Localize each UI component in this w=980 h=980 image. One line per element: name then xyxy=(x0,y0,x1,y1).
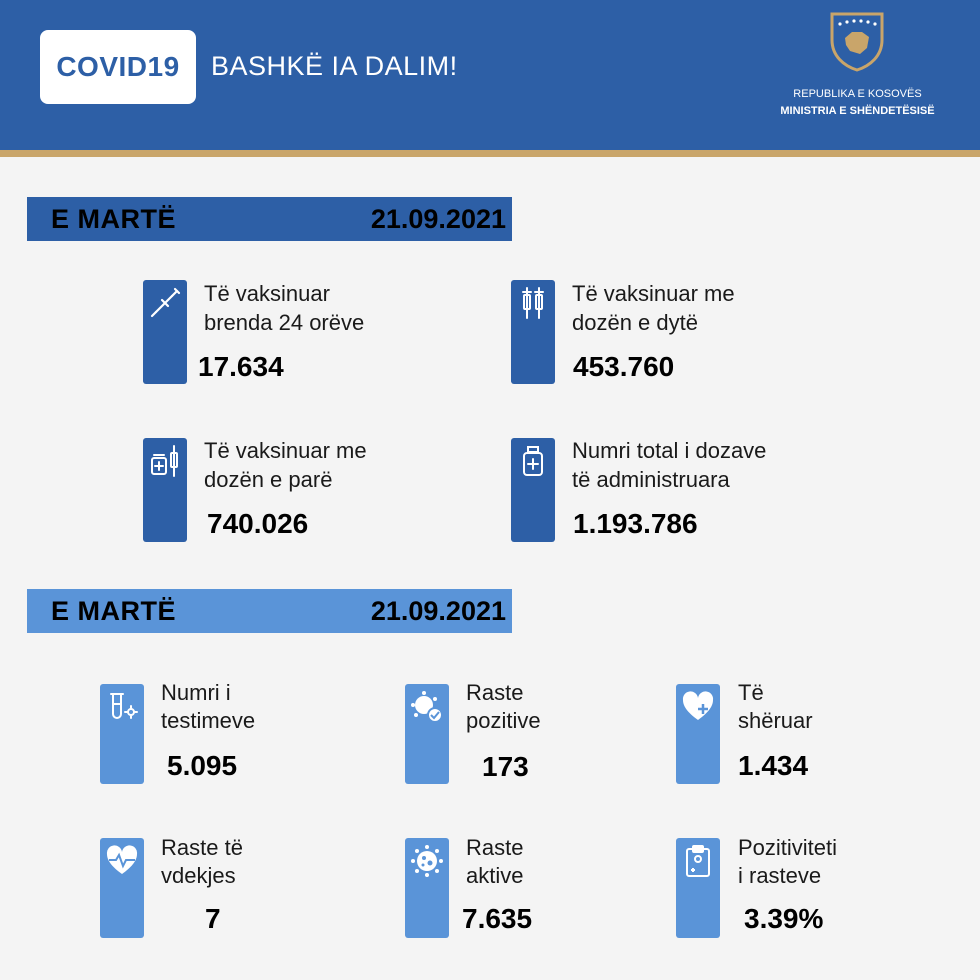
vaccine-bottle-icon xyxy=(516,444,550,478)
virus-icon xyxy=(410,844,444,878)
stat-card-label: Raste pozitive xyxy=(466,680,541,733)
gold-divider xyxy=(0,150,980,157)
stat-card-value: 3.39% xyxy=(744,903,824,934)
stat-card-bar xyxy=(676,684,720,784)
stat-card-label: Numri total i dozave të administruara xyxy=(572,438,767,492)
stat-card-bar xyxy=(100,684,144,784)
ministry-text xyxy=(770,86,945,120)
stat-card-value: 7 xyxy=(205,903,221,934)
stat-card-value: 1.193.786 xyxy=(573,508,698,539)
stat-card-value: 1.434 xyxy=(738,750,809,781)
heart-plus-icon xyxy=(681,690,715,724)
vaccination-date-bar xyxy=(27,197,512,241)
cases-date: 21.09.2021 xyxy=(370,595,506,626)
two-syringes-icon xyxy=(516,286,550,320)
stat-card-value: 453.760 xyxy=(573,351,675,382)
header xyxy=(0,0,980,150)
stat-card-label: Pozitiviteti i rasteve xyxy=(738,835,838,888)
stat-card-label: Raste të vdekjes xyxy=(161,835,243,888)
vial-syringe-icon xyxy=(148,444,182,478)
stat-card-value: 7.635 xyxy=(462,903,533,934)
stat-card-bar xyxy=(511,438,555,542)
vaccination-date: 21.09.2021 xyxy=(370,203,506,234)
slogan: BASHKË IA DALIM! xyxy=(211,51,458,81)
cases-day: E MARTË xyxy=(51,595,176,626)
stat-card-value: 5.095 xyxy=(167,750,238,781)
stat-card-value: 740.026 xyxy=(207,508,309,539)
stat-card-label: Të shëruar xyxy=(738,680,813,733)
covid19-badge: COVID19 xyxy=(40,30,196,104)
heartbeat-icon xyxy=(105,844,139,878)
stat-card-bar xyxy=(143,438,187,542)
cases-date-bar xyxy=(27,589,512,633)
stat-card-label: Raste aktive xyxy=(466,835,524,888)
test-tube-icon xyxy=(105,690,139,724)
stat-card-value: 17.634 xyxy=(198,351,284,382)
stat-card-bar xyxy=(405,684,449,784)
stat-card-value: 173 xyxy=(482,751,529,782)
clipboard-icon xyxy=(681,844,715,878)
virus-check-icon xyxy=(410,690,444,724)
stat-card-bar xyxy=(405,838,449,938)
stat-card-label: Numri i testimeve xyxy=(161,680,256,733)
republic-label: REPUBLIKA E KOSOVËS xyxy=(793,88,922,100)
ministry-label: MINISTRIA E SHËNDETËSISË xyxy=(780,105,935,117)
stat-card-label: Të vaksinuar brenda 24 orëve xyxy=(204,281,365,335)
stat-card-label: Të vaksinuar me dozën e dytë xyxy=(572,281,735,335)
kosovo-emblem-icon xyxy=(828,10,886,72)
stat-card-bar xyxy=(511,280,555,384)
stat-card-label: Të vaksinuar me dozën e parë xyxy=(204,438,367,492)
syringe-icon xyxy=(148,286,182,320)
stat-card-bar xyxy=(143,280,187,384)
stat-card-bar xyxy=(100,838,144,938)
vaccination-day: E MARTË xyxy=(51,203,176,234)
stat-card-bar xyxy=(676,838,720,938)
